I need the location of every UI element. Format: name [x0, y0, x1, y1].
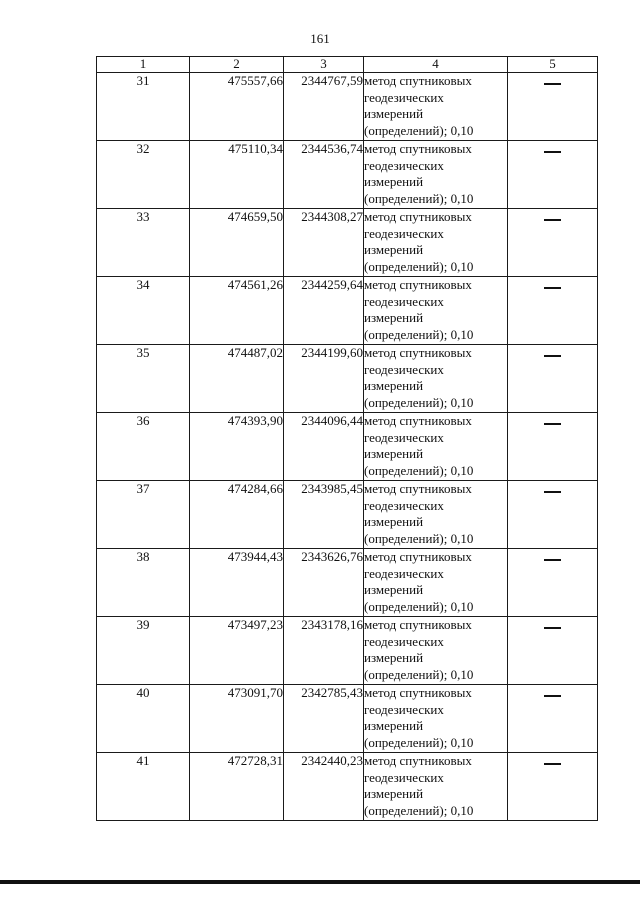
column-header-3: 3: [284, 57, 364, 73]
method-line: метод спутниковых: [364, 549, 472, 564]
note-cell: [508, 617, 598, 685]
dash-mark: [544, 491, 561, 493]
table-body: [97, 73, 598, 821]
point-number-cell: 40: [97, 685, 190, 753]
method-line: метод спутниковых: [364, 413, 472, 428]
y-coordinate-cell: 2344536,74: [284, 141, 364, 209]
dash-mark: [544, 627, 561, 629]
method-line: геодезических: [364, 225, 444, 241]
method-cell: [364, 481, 508, 549]
point-number-cell: 37: [97, 481, 190, 549]
method-line: (определений); 0,10: [364, 530, 474, 546]
y-coordinate-cell: 2342440,23: [284, 753, 364, 821]
y-coordinate-cell: 2343985,45: [284, 481, 364, 549]
point-number-cell: 36: [97, 413, 190, 481]
method-line: измерений: [364, 650, 424, 665]
dash-mark: [544, 695, 561, 697]
note-cell: [508, 481, 598, 549]
method-line: (определений); 0,10: [364, 326, 474, 342]
method-line: (определений); 0,10: [364, 598, 474, 614]
method-line: геодезических: [364, 293, 444, 309]
x-coordinate-cell: 473091,70: [190, 685, 284, 753]
method-line: (определений); 0,10: [364, 462, 474, 478]
method-cell: [364, 277, 508, 345]
method-line: (определений); 0,10: [364, 258, 474, 274]
dash-mark: [544, 83, 561, 85]
coordinates-table: [96, 56, 598, 821]
method-cell: [364, 685, 508, 753]
x-coordinate-cell: 475557,66: [190, 73, 284, 141]
method-cell: [364, 73, 508, 141]
method-line: геодезических: [364, 633, 444, 649]
method-line: метод спутниковых: [364, 481, 472, 496]
point-number-cell: 33: [97, 209, 190, 277]
dash-mark: [544, 219, 561, 221]
table-row: [97, 345, 598, 413]
method-line: измерений: [364, 174, 424, 189]
method-line: метод спутниковых: [364, 753, 472, 768]
x-coordinate-cell: 475110,34: [190, 141, 284, 209]
x-coordinate-cell: 472728,31: [190, 753, 284, 821]
dash-mark: [544, 423, 561, 425]
y-coordinate-cell: 2344308,27: [284, 209, 364, 277]
x-coordinate-cell: 474487,02: [190, 345, 284, 413]
x-coordinate-cell: 473944,43: [190, 549, 284, 617]
method-line: геодезических: [364, 565, 444, 581]
dash-mark: [544, 355, 561, 357]
note-cell: [508, 277, 598, 345]
method-cell: [364, 617, 508, 685]
note-cell: [508, 685, 598, 753]
method-cell: [364, 549, 508, 617]
point-number-cell: 38: [97, 549, 190, 617]
point-number-cell: 35: [97, 345, 190, 413]
method-cell: [364, 413, 508, 481]
method-line: метод спутниковых: [364, 617, 472, 632]
method-line: измерений: [364, 310, 424, 325]
table-row: [97, 277, 598, 345]
method-line: геодезических: [364, 429, 444, 445]
dash-mark: [544, 151, 561, 153]
method-line: (определений); 0,10: [364, 122, 474, 138]
method-line: геодезических: [364, 769, 444, 785]
page-number: 161: [310, 31, 330, 46]
method-line: метод спутниковых: [364, 209, 472, 224]
y-coordinate-cell: 2344259,64: [284, 277, 364, 345]
note-cell: [508, 209, 598, 277]
method-line: измерений: [364, 786, 424, 801]
method-line: измерений: [364, 718, 424, 733]
point-number-cell: 34: [97, 277, 190, 345]
x-coordinate-cell: 473497,23: [190, 617, 284, 685]
table-row: [97, 685, 598, 753]
method-line: метод спутниковых: [364, 685, 472, 700]
dash-mark: [544, 287, 561, 289]
method-cell: [364, 753, 508, 821]
method-line: геодезических: [364, 157, 444, 173]
column-header-5: 5: [508, 57, 598, 73]
method-line: измерений: [364, 446, 424, 461]
table-row: [97, 481, 598, 549]
method-line: метод спутниковых: [364, 73, 472, 88]
point-number-cell: 39: [97, 617, 190, 685]
method-line: (определений); 0,10: [364, 666, 474, 682]
table-row: [97, 549, 598, 617]
table-header-row: [97, 57, 598, 73]
x-coordinate-cell: 474284,66: [190, 481, 284, 549]
table-row: [97, 617, 598, 685]
note-cell: [508, 345, 598, 413]
point-number-cell: 41: [97, 753, 190, 821]
method-line: геодезических: [364, 497, 444, 513]
method-cell: [364, 209, 508, 277]
x-coordinate-cell: 474561,26: [190, 277, 284, 345]
method-line: (определений); 0,10: [364, 802, 474, 818]
method-line: метод спутниковых: [364, 277, 472, 292]
method-line: геодезических: [364, 361, 444, 377]
x-coordinate-cell: 474659,50: [190, 209, 284, 277]
method-line: (определений); 0,10: [364, 394, 474, 410]
note-cell: [508, 141, 598, 209]
method-line: измерений: [364, 242, 424, 257]
point-number-cell: 31: [97, 73, 190, 141]
table-row: [97, 73, 598, 141]
method-line: геодезических: [364, 701, 444, 717]
note-cell: [508, 549, 598, 617]
column-header-1: 1: [97, 57, 190, 73]
y-coordinate-cell: 2344767,59: [284, 73, 364, 141]
method-line: метод спутниковых: [364, 345, 472, 360]
method-line: измерений: [364, 514, 424, 529]
table-row: [97, 209, 598, 277]
table-row: [97, 753, 598, 821]
note-cell: [508, 413, 598, 481]
column-header-4: 4: [364, 57, 508, 73]
y-coordinate-cell: 2343178,16: [284, 617, 364, 685]
method-line: измерений: [364, 106, 424, 121]
method-line: (определений); 0,10: [364, 734, 474, 750]
y-coordinate-cell: 2342785,43: [284, 685, 364, 753]
dash-mark: [544, 559, 561, 561]
note-cell: [508, 73, 598, 141]
y-coordinate-cell: 2344096,44: [284, 413, 364, 481]
note-cell: [508, 753, 598, 821]
method-line: измерений: [364, 378, 424, 393]
column-header-2: 2: [190, 57, 284, 73]
table-row: [97, 141, 598, 209]
method-line: метод спутниковых: [364, 141, 472, 156]
bottom-rule: [0, 880, 640, 884]
method-cell: [364, 345, 508, 413]
method-cell: [364, 141, 508, 209]
method-line: измерений: [364, 582, 424, 597]
y-coordinate-cell: 2344199,60: [284, 345, 364, 413]
dash-mark: [544, 763, 561, 765]
table-row: [97, 413, 598, 481]
y-coordinate-cell: 2343626,76: [284, 549, 364, 617]
x-coordinate-cell: 474393,90: [190, 413, 284, 481]
point-number-cell: 32: [97, 141, 190, 209]
method-line: (определений); 0,10: [364, 190, 474, 206]
method-line: геодезических: [364, 89, 444, 105]
